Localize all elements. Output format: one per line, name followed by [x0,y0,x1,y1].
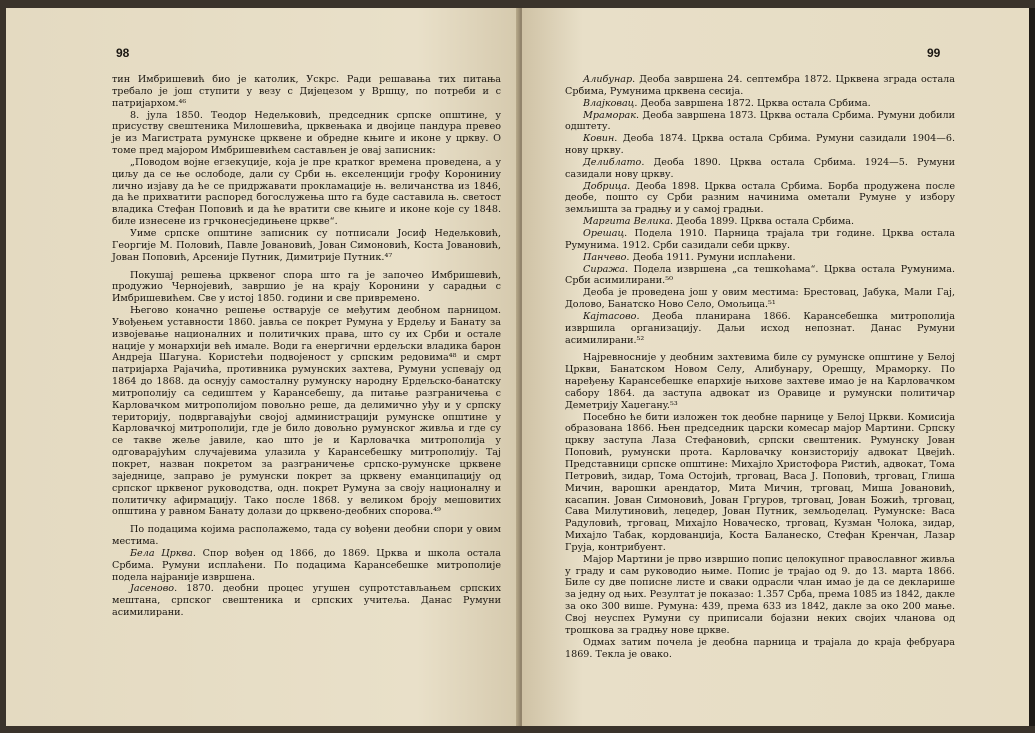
place-name: Кајтасово. [583,310,640,322]
paragraph-text: „Поводом војне егзекуције, која је пре кратког времена проведена, а у циљу да се ње ослободе, дали су Срби њ. екселенцији грофу Корониниу лично изјаву да ће се придржавати прокламације њ. величанства из 1846, да ће прихватити распоред богослужења што га буде саставила њ. светост владика Стефан Поповић и да ће вратити све књиге и иконе које су 1848. биле изнесене из грчконесједињене цркве“. [112,156,501,228]
page-edge-shadow [1029,8,1035,726]
paragraph-text: Мајор Мартини је прво извршио попис целокупног православног живља у граду и сам руководио њиме. Попис је трајао од 9. до 13. марта 1866. Биле су две пописне листе и сваки одрасли члан имао је да се декларише за једну од њих. Резултат је показао: 1.357 Срба, према 1085 из 1842, дакле за око 300 више. Румуна: 439, према 633 из 1842, дакле за око 200 мање. Свој неуспех Румуни су приписали бојазни неких својих чланова од трошкова за градњу нове цркве. [565,553,955,636]
right-page-number: 99 [927,46,941,60]
place-name: Маргита Велика. [583,216,674,228]
paragraph [565,637,955,661]
paragraph [112,548,501,584]
paragraph [565,311,955,347]
place-name: Сиража. [583,263,629,275]
place-name: Јасеново. [130,583,178,595]
paragraph [112,524,501,548]
paragraph [565,74,955,98]
place-name: Добрица. [583,180,631,192]
left-page-text [112,74,501,619]
paragraph [565,133,955,157]
paragraph-text: Деоба 1898. Црква остала Србима. Борба продужена после деобе, пошто су Срби разним начинима ометали Румуне у избору земљишта за градњу и у самој градњи. [565,180,955,216]
place-name: Делиблато. [583,156,645,168]
paragraph-text: Уиме српске општине записник су потписали Јосиф Недељковић, Георгије М. Половић, Павле Јовановић, Јован Симоновић, Коста Јовановић, Јован Поповић, Арсеније Путник, Димитрије Путник.⁴⁷ [112,227,501,263]
paragraph [112,583,501,619]
paragraph [565,181,955,217]
paragraph [565,264,955,288]
paragraph-text: Посебно ће бити изложен ток деобне парнице у Белој Цркви. Комисија образована 1866. Њен председник царски комесар мајор Мартини. Српску цркву заступа Лаза Стефановић, српски свештеник. Румунску Јован Поповић, румунски прота. Карловачку конзисторију адвокат Цвејић. Представници српске општине: Михајло Христофора Ристић, адвокат, Тома Петровић, зидар, Тома Остојић, трговац, Васа Ј. Поповић, трговац, Глиша Мичин, варошки арендатор, Мита Мичин, трговац, Миша Јовановић, касапин. Јован Симоновић, Јован Гргуров, трговац, Јован Божић, трговац, Сава Милутиновић, лецедер, Јован Путник, земљоделац. Румунске: Васа Радуловић, трговац, Михајло Новаческо, трговац, Кузман Чолока, зидар, Михајло Табак, кордованџија, Коста Баланеско, Стефан Кренчан, Лазар Груја, контрибуент. [565,411,955,553]
paragraph [565,412,955,554]
paragraph-text: Подела 1910. Парница трајала три године. Црква остала Румунима. 1912. Срби сазидали себи цркву. [565,227,955,251]
paragraph [565,554,955,637]
paragraph-text: Деоба 1911. Румуни исплаћени. [629,251,796,263]
left-page-number: 98 [116,46,130,60]
paragraph [112,74,501,110]
paragraph-text: Најревносније у деобним захтевима биле су румунске општине у Белој Цркви, Банатском Новом Селу, Алибунару, Орешцу, Мраморку. По наређењу Карансебешке епархије њихове захтеве имао је на Карловачком сабору 1864. да заступа адвокат из Оравице и румунски политичар Деметрију Хаџеганy.⁵³ [565,352,955,411]
paragraph [112,305,501,518]
right-page-text [565,74,955,660]
right-page [522,8,1029,726]
paragraph [565,228,955,252]
paragraph-text: Одмах затим почела је деобна парница и трајала до краја фебруара 1869. Текла је овако. [565,636,955,660]
paragraph-text: Деоба 1899. Црква остала Србима. [673,216,855,228]
paragraph [112,157,501,228]
paragraph-text: 8. јула 1850. Теодор Недељковић, председник српске општине, у присуству свештеника Милошевића, црквењака и двојице пандура превео је из Магистрата румунске црквене и обредне књиге и иконе у цркву. О томе пред мајором Имбришевићем састављен је овај записник: [112,109,501,157]
paragraph-text: тин Имбришевић био је католик, Ускрс. Ради решавања тих питања требало је још ступити у везу с Дијецезом у Вршцу, по потреби и с патријархом.⁴⁶ [112,74,501,109]
place-name: Панчево. [583,251,630,263]
paragraph-text: Деоба завршена 24. септембра 1872. Црквена зграда остала Србима, Румунима црквена сесија. [565,74,955,97]
paragraph [112,228,501,264]
paragraph [565,157,955,181]
left-page [6,8,520,726]
paragraph-text: Деоба планирана 1866. Карансебешка митрополија извршила организацију. Даљи исход непознат. Данас Румуни асимилирани.⁵² [565,310,955,346]
paragraph-text: Његово коначно решење остварује се међутим деобном парницом. Увођењем уставности 1860. јавља се покрет Румуна у Ердељу и Банату за извојевање националних и политичких права, што су их Срби и остале нације у монархији већ имале. Води га енергични ердељски владика барон Андреја Шагуна. Користећи подвојеност у српским редовима⁴⁸ и смрт патријарха Рајачића, противника румунских захтева, Румуни успевају од 1864 до 1868. да оснују самосталну румунску народну Ердељско-банатску митрополију са седиштем у Карансебешу, да питање разграничења с Карловачком митрополијом повољно реше, да делимично уђу и у српску територију, подвргавајући својој администрацији румунске општине у Карловачкој митрополији, где је било довољно румунског живља и где су се такве жеље јавиле, као што је и Карловачка митрополија у одговарајућим случајевима улазила у Карансебешку митрополију. Тај покрет, назван покретом за разграничење српско-румунске црквене заједнице, заправо је румунски покрет за црквену еманципацију од српског црквеног руководства, одн. покрет Румуна за своју националну и политичку афирмацију. Тако после 1868. у великом броју мешовитих општина у равном Банату долази до црквено-деобних спорова.⁴⁹ [112,305,501,518]
paragraph-text: Деоба је проведена још у овим местима: Брестовац, Јабука, Мали Гај, Долово, Банатско Ново Село, Омољица.⁵¹ [565,287,955,311]
place-name: Бела Црква. [130,547,196,559]
place-name: Ковин. [583,133,618,145]
paragraph-text: Деоба завршена 1872. Црква остала Србима. [637,97,871,109]
paragraph-text: Деоба 1874. Црква остала Србима. Румуни сазидали 1904—6. нову цркву. [565,133,955,157]
paragraph [565,287,955,311]
place-name: Орешац. [583,227,628,239]
place-name: Алибунар. [583,74,636,85]
paragraph [112,110,501,157]
place-name: Влајковац. [583,97,638,109]
paragraph-text: 1870. деобни процес угушен супротстављањем српских мештана, српског свештеника и српских учитеља. Данас Румуни асимилирани. [112,583,501,619]
paragraph [565,98,955,110]
paragraph-text: Деоба 1890. Црква остала Србима. 1924—5. Румуни сазидали нову цркву. [565,156,955,180]
paragraph-text: Спор вођен од 1866, до 1869. Црква и школа остала Србима. Румуни исплаћени. По подацима Карансебешке митрополије подела најраније извршена. [112,547,501,583]
place-name: Мраморак. [583,109,640,121]
paragraph-text: По подацима којима располажемо, тада су вођени деобни спори у овим местима. [112,524,501,548]
paragraph [565,352,955,411]
paragraph [112,270,501,306]
paragraph-text: Деоба завршена 1873. Црква остала Србима. Румуни добили одштету. [565,109,955,133]
paragraph-text: Покушај решења црквеног спора што га је започео Имбришевић, продужио Черноjевић, завршио је на крају Коронини у сарадњи с Имбришевићем. Све у истој 1850. години и све привремено. [112,269,501,305]
paragraph [565,252,955,264]
paragraph-text: Подела извршена „са тешкоћама“. Црква остала Румунима. Срби асимилирани.⁵⁰ [565,263,955,287]
paragraph [565,110,955,134]
paragraph [565,216,955,228]
